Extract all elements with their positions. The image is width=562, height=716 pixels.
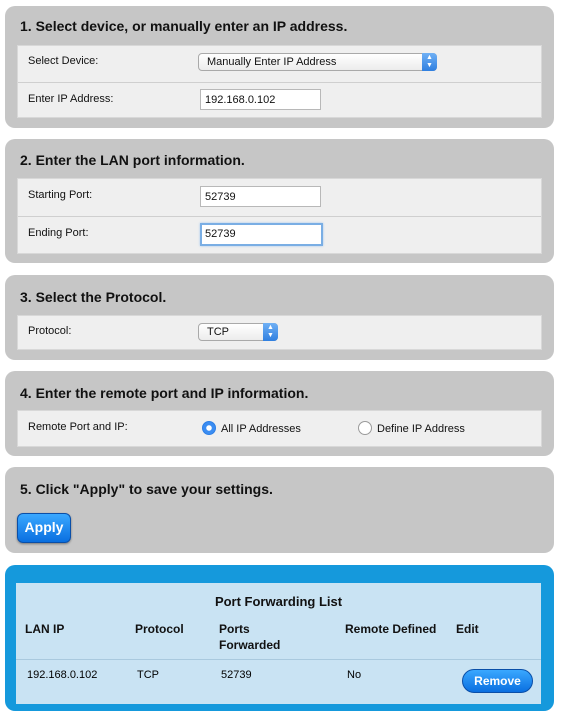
starting-port-input[interactable]: 52739 — [200, 186, 321, 207]
select-updown-icon: ▲ ▼ — [422, 53, 437, 71]
step4-title: 4. Enter the remote port and IP information. — [20, 385, 309, 401]
list-title: Port Forwarding List — [214, 594, 343, 609]
define-ip-radio[interactable] — [358, 421, 372, 435]
protocol-row — [18, 316, 541, 351]
col-ports-forwarded — [219, 621, 280, 653]
remote-row — [18, 411, 541, 448]
row-protocol: TCP — [137, 669, 159, 681]
protocol-label: Protocol: — [28, 325, 72, 337]
port-forwarding-panel — [5, 565, 554, 711]
ip-address-input[interactable]: 192.168.0.102 — [200, 89, 321, 110]
remove-button[interactable]: Remove — [462, 669, 533, 693]
step1-title: 1. Select device, or manually enter an IP address. — [20, 18, 348, 34]
step2-title: 2. Enter the LAN port information. — [20, 152, 245, 168]
step2-panel — [5, 139, 554, 263]
col-remote-defined: Remote Defined — [345, 622, 437, 636]
start-port-label: Starting Port: — [28, 189, 93, 201]
select-updown-icon: ▲ ▼ — [263, 323, 278, 341]
step3-panel — [5, 275, 554, 360]
protocol-select[interactable] — [198, 323, 278, 341]
device-row — [18, 46, 541, 82]
protocol-select-value: TCP — [207, 326, 229, 338]
col-ports-line2: Forwarded — [219, 638, 281, 652]
end-port-row — [18, 216, 541, 255]
ending-port-input[interactable]: 52739 — [200, 223, 323, 246]
port-forwarding-table — [16, 583, 541, 704]
device-select-value: Manually Enter IP Address — [207, 56, 337, 68]
table-row — [16, 659, 541, 704]
ip-label: Enter IP Address: — [28, 93, 114, 105]
step2-form — [17, 178, 542, 254]
row-remote: No — [347, 669, 362, 681]
col-protocol: Protocol — [135, 622, 184, 636]
step1-panel — [5, 6, 554, 128]
row-ports: 52739 — [221, 669, 252, 681]
col-lan-ip: LAN IP — [25, 622, 65, 636]
remote-label: Remote Port and IP: — [28, 421, 128, 433]
end-port-label: Ending Port: — [28, 227, 89, 239]
apply-button[interactable]: Apply — [17, 513, 71, 543]
step3-title: 3. Select the Protocol. — [20, 289, 167, 305]
all-ip-label[interactable]: All IP Addresses — [221, 423, 301, 435]
device-label: Select Device: — [28, 55, 99, 67]
col-edit: Edit — [456, 622, 479, 636]
define-ip-label[interactable]: Define IP Address — [377, 423, 465, 435]
step4-panel — [5, 371, 554, 456]
device-select[interactable] — [198, 53, 437, 71]
step4-form — [17, 410, 542, 447]
start-port-row — [18, 179, 541, 216]
step5-title: 5. Click "Apply" to save your settings. — [20, 481, 273, 497]
step3-form — [17, 315, 542, 350]
step5-panel — [5, 467, 554, 553]
step1-form — [17, 45, 542, 118]
all-ip-radio[interactable] — [202, 421, 216, 435]
col-ports-line1: Ports — [219, 622, 250, 636]
row-lan-ip: 192.168.0.102 — [27, 669, 98, 681]
ip-row — [18, 82, 541, 119]
